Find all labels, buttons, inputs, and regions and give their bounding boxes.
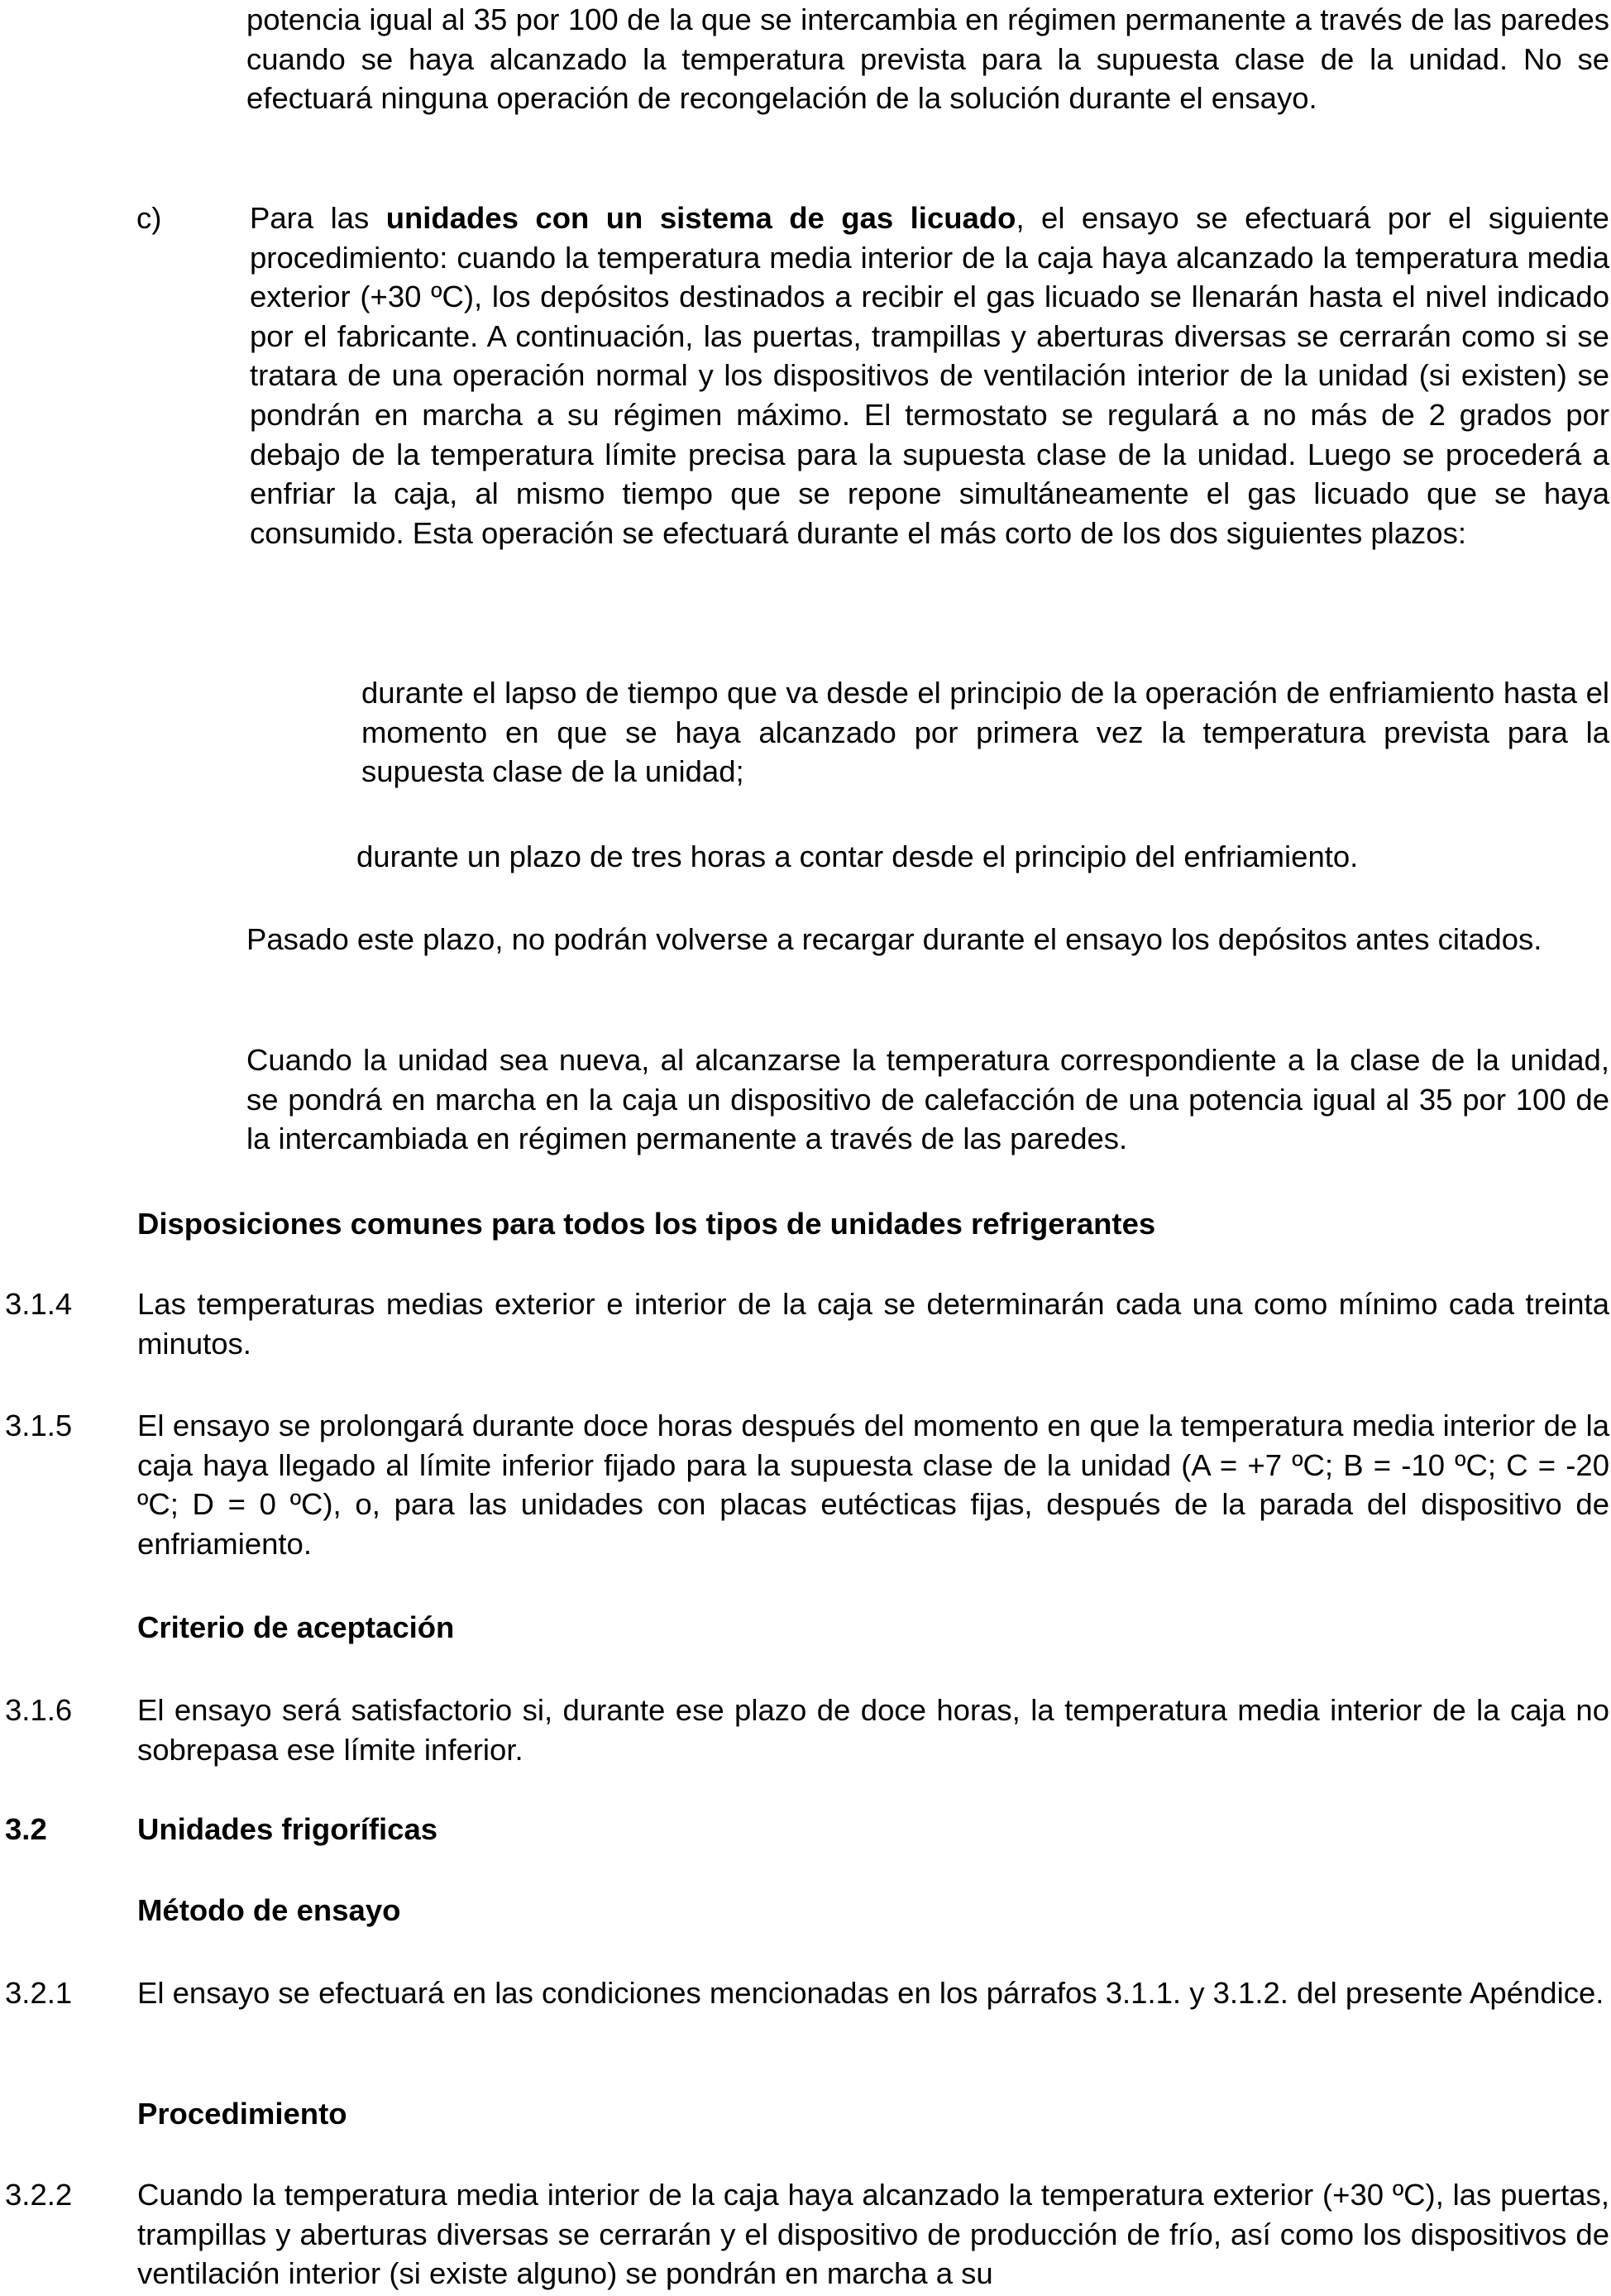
section-3-2-2-text: Cuando la temperatura media interior de la caja haya alcanzado la temperatura exterior (+30 ºC), las puertas, trampillas y aberturas diversas se cerrarán y el dispositivo de producción de frío, así como los dispositivos de ventilación interior (si existe alguno) se pondrán en marcha a su xyxy=(137,2178,1609,2291)
heading-disposiciones: Disposiciones comunes para todos los tipos de unidades refrigerantes xyxy=(137,1207,1156,1241)
paragraph-pasado: Pasado este plazo, no podrán volverse a recargar durante el ensayo los depósitos antes citados. xyxy=(246,922,1542,956)
section-3-1-5-text: El ensayo se prolongará durante doce horas después del momento en que la temperatura media interior de la caja haya llegado al límite inferior fijado para la supuesta clase de la unidad (A = +7 ºC; B = -10 ºC; C = -20 ºC; D = 0 ºC), o, para las unidades con placas eutécticas fijas, después de la parada del dispositivo de enfriamiento. xyxy=(137,1409,1609,1561)
sub-item-1: durante el lapso de tiempo que va desde el principio de la operación de enfriamiento hasta el momento en que se haya alcanzado por primera vez la temperatura prevista para la supuesta clase de la unidad; xyxy=(361,676,1609,789)
section-3-2-1-text: El ensayo se efectuará en las condiciones mencionadas en los párrafos 3.1.1. y 3.1.2. del presente Apéndice. xyxy=(137,1976,1604,2010)
section-3-1-5-number: 3.1.5 xyxy=(5,1409,73,1442)
heading-metodo: Método de ensayo xyxy=(137,1893,401,1927)
section-3-1-4-text: Las temperaturas medias exterior e interior de la caja se determinarán cada una como mínimo cada treinta minutos. xyxy=(137,1287,1609,1361)
section-3-2-2-number: 3.2.2 xyxy=(5,2178,73,2212)
section-3-1-6-text: El ensayo será satisfactorio si, durante ese plazo de doce horas, la temperatura media interior de la caja no sobrepasa ese límite inferior. xyxy=(137,1693,1609,1767)
section-3-1-4-number: 3.1.4 xyxy=(5,1287,73,1321)
paragraph-continuation: potencia igual al 35 por 100 de la que se intercambia en régimen permanente a través de las paredes cuando se haya alcanzado la temperatura prevista para la supuesta clase de la unidad. No se efectuará ninguna operación de recongelación de la solución durante el ensayo. xyxy=(246,2,1609,116)
item-c-bold-term: unidades con un sistema de gas licuado xyxy=(385,201,1016,235)
paragraph-cuando: Cuando la unidad sea nueva, al alcanzarse la temperatura correspondiente a la clase de la unidad, se pondrá en marcha en la caja un dispositivo de calefacción de una potencia igual al 35 por 100 de la intercambiada en régimen permanente a través de las paredes. xyxy=(246,1043,1609,1156)
section-3-2-heading: Unidades frigoríficas xyxy=(137,1812,438,1846)
section-3-1-6-number: 3.1.6 xyxy=(5,1693,73,1727)
sub-item-2: durante un plazo de tres horas a contar desde el principio del enfriamiento. xyxy=(356,839,1359,873)
item-c-post: , el ensayo se efectuará por el siguiente procedimiento: cuando la temperatura media interior de la caja haya alcanzado la temperatura media exterior (+30 ºC), los depósitos destinados a recibir el gas licuado se llenarán hasta el nivel indicado por el fabricante. A continuación, las puertas, trampillas y aberturas diversas se cerrarán como si se tratara de una operación normal y los dispositivos de ventilación interior de la unidad (si existen) se pondrán en marcha a su régimen máximo. El termostato se regulará a no más de 2 grados por debajo de la temperatura límite precisa para la supuesta clase de la unidad. Luego se procederá a enfriar la caja, al mismo tiempo que se repone simultáneamente el gas licuado que se haya consumido. Esta operación se efectuará durante el más corto de los dos siguientes plazos: xyxy=(250,201,1609,550)
heading-criterio: Criterio de aceptación xyxy=(137,1610,455,1644)
item-c-paragraph xyxy=(250,199,1609,552)
section-3-2-1-number: 3.2.1 xyxy=(5,1976,73,2010)
heading-procedimiento: Procedimiento xyxy=(137,2097,347,2131)
item-c-pre: Para las xyxy=(250,201,386,235)
item-c-label: c) xyxy=(136,201,162,235)
section-3-2-number: 3.2 xyxy=(5,1812,47,1846)
